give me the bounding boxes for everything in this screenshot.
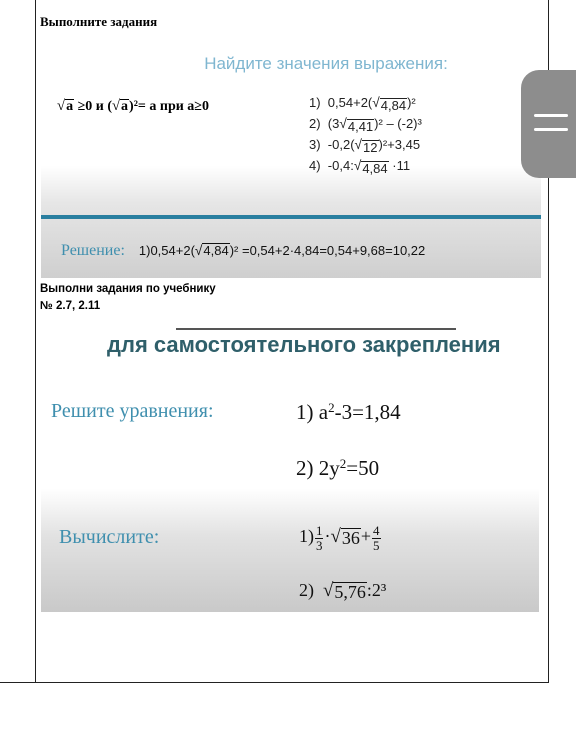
slide-self-practice bbox=[41, 318, 539, 612]
fraction-four-fifths: $\frac{4}{5}$ bbox=[373, 523, 380, 553]
equation-2: 2) $2y^2=50$ bbox=[296, 455, 380, 480]
textbook-heading-line1: Выполни задания по учебнику bbox=[40, 283, 216, 295]
task-item: 3) -0,2( √ 12 )²+3,45 bbox=[309, 137, 421, 156]
divider-bar bbox=[41, 215, 541, 219]
task-list bbox=[309, 92, 422, 176]
textbook-heading bbox=[40, 281, 216, 315]
frame-bottom-border bbox=[0, 682, 549, 683]
frame-left-border bbox=[35, 0, 36, 683]
expression-1: 1) $\frac{1}{3}$ · √ 36 + $\frac{4}{5}$ bbox=[299, 523, 380, 553]
handle-grip-line-icon bbox=[534, 128, 568, 131]
rule-radical: √ a bbox=[57, 98, 74, 115]
assignment-heading: Выполните задания bbox=[40, 14, 158, 29]
rule-radical-2: √ a bbox=[111, 98, 129, 115]
scroll-handle[interactable] bbox=[521, 70, 576, 178]
title-overline bbox=[176, 328, 456, 330]
solve-equations-label: Решите уравнения: bbox=[51, 400, 214, 422]
sqrt-rule: √ a ≥0 и ( √ a )²= a при a≥0 bbox=[57, 98, 209, 115]
equation-1: 1) $a^2-3=1,84$ bbox=[296, 399, 401, 424]
textbook-heading-line2: № 2.7, 2.11 bbox=[40, 300, 101, 312]
calculate-label: Вычислите: bbox=[59, 526, 160, 548]
slide2-title: для самостоятельного закрепления bbox=[107, 332, 501, 357]
task-item: 1) 0,54+2( √ 4,84 )² bbox=[309, 95, 416, 114]
task-item: 4) -0,4: √ 4,84 ·11 bbox=[309, 158, 411, 177]
slide1-title: Найдите значения выражения: bbox=[204, 54, 448, 73]
solution-line: Решение: 1)0,54+2( √ 4,84 )² =0,54+2·4,84=0,54+9,68=10,22 bbox=[61, 242, 426, 259]
solution-label: Решение: bbox=[61, 242, 125, 259]
task-item: 2) (3 √ 4,41 )² – (-2)³ bbox=[309, 116, 422, 135]
handle-grip-line-icon bbox=[534, 114, 568, 117]
slide-find-values bbox=[41, 44, 541, 278]
expression-2: 2) √ 5,76 :2³ bbox=[299, 580, 387, 603]
fraction-one-third: $\frac{1}{3}$ bbox=[316, 523, 323, 553]
